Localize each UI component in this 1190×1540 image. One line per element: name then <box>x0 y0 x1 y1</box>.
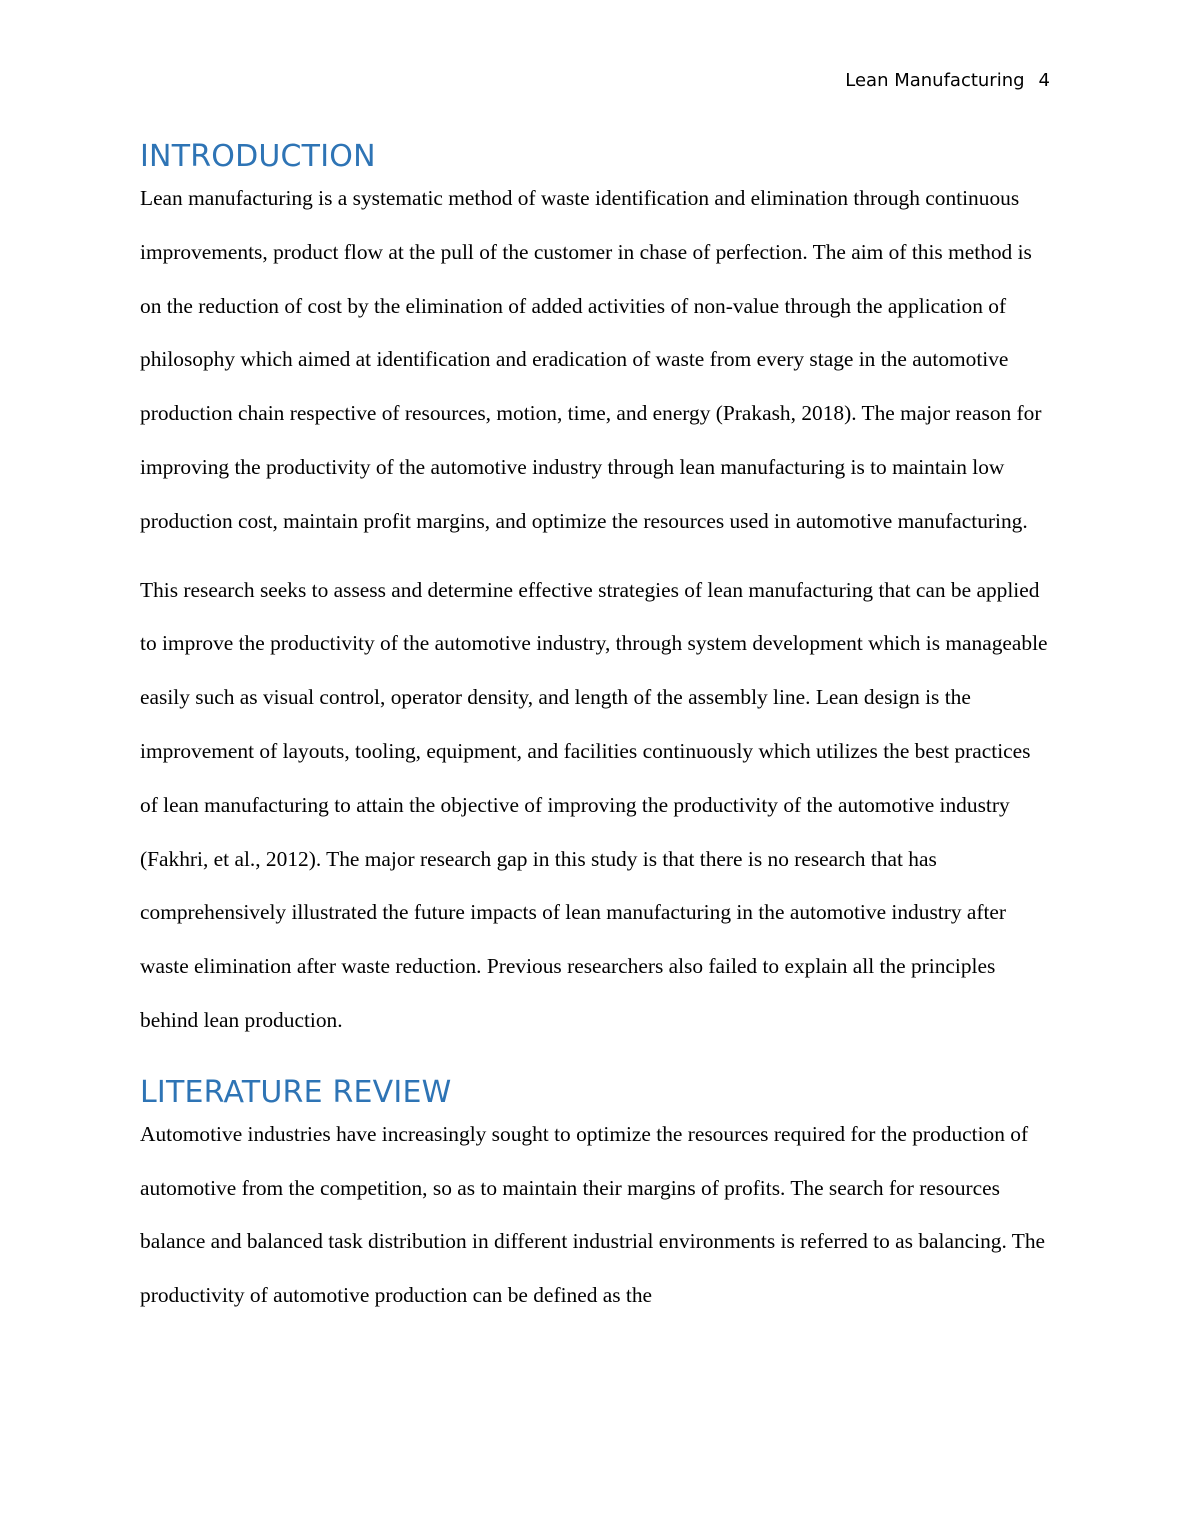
paragraph: This research seeks to assess and determine effective strategies of lean manufacturing that can be applied to improve the productivity of the automotive industry, through system development which is manageable easily such as visual control, operator density, and length of the assembly line. Lean design is the improvement of layouts, tooling, equipment, and facilities continuously which utilizes the best practices of lean manufacturing to attain the objective of improving the productivity of the automotive industry (Fakhri, et al., 2012). The major research gap in this study is that there is no research that has comprehensively illustrated the future impacts of lean manufacturing in the automotive industry after waste elimination after waste reduction. Previous researchers also failed to explain all the principles behind lean production. <box>140 577 1048 1032</box>
paragraph: Lean manufacturing is a systematic method of waste identification and elimination through continuous improvements, product flow at the pull of the customer in chase of perfection. The aim of this method is on the reduction of cost by the elimination of added activities of non-value through the application of philosophy which aimed at identification and eradication of waste from every stage in the automotive production chain respective of resources, motion, time, and energy (Prakash, 2018). The major reason for improving the productivity of the automotive industry through lean manufacturing is to maintain low production cost, maintain profit margins, and optimize the resources used in automotive manufacturing. <box>140 186 1042 533</box>
section-introduction <box>140 138 1052 1048</box>
section-heading: INTRODUCTION <box>140 139 376 174</box>
section-spacer <box>140 1048 1052 1074</box>
document-body <box>140 138 1052 1323</box>
section-heading: LITERATURE REVIEW <box>140 1074 452 1110</box>
page-header <box>845 70 1050 91</box>
section-literature-review <box>140 1074 1052 1323</box>
page-number: 4 <box>1038 70 1050 91</box>
paragraph: Automotive industries have increasingly sought to optimize the resources required for the production of automotive from the competition, so as to maintain their margins of profits. The search for resources balance and balanced task distribution in different industrial environments is referred to as balancing. The productivity of automotive production can be defined as the <box>140 1121 1046 1308</box>
running-title: Lean Manufacturing <box>845 70 1025 91</box>
